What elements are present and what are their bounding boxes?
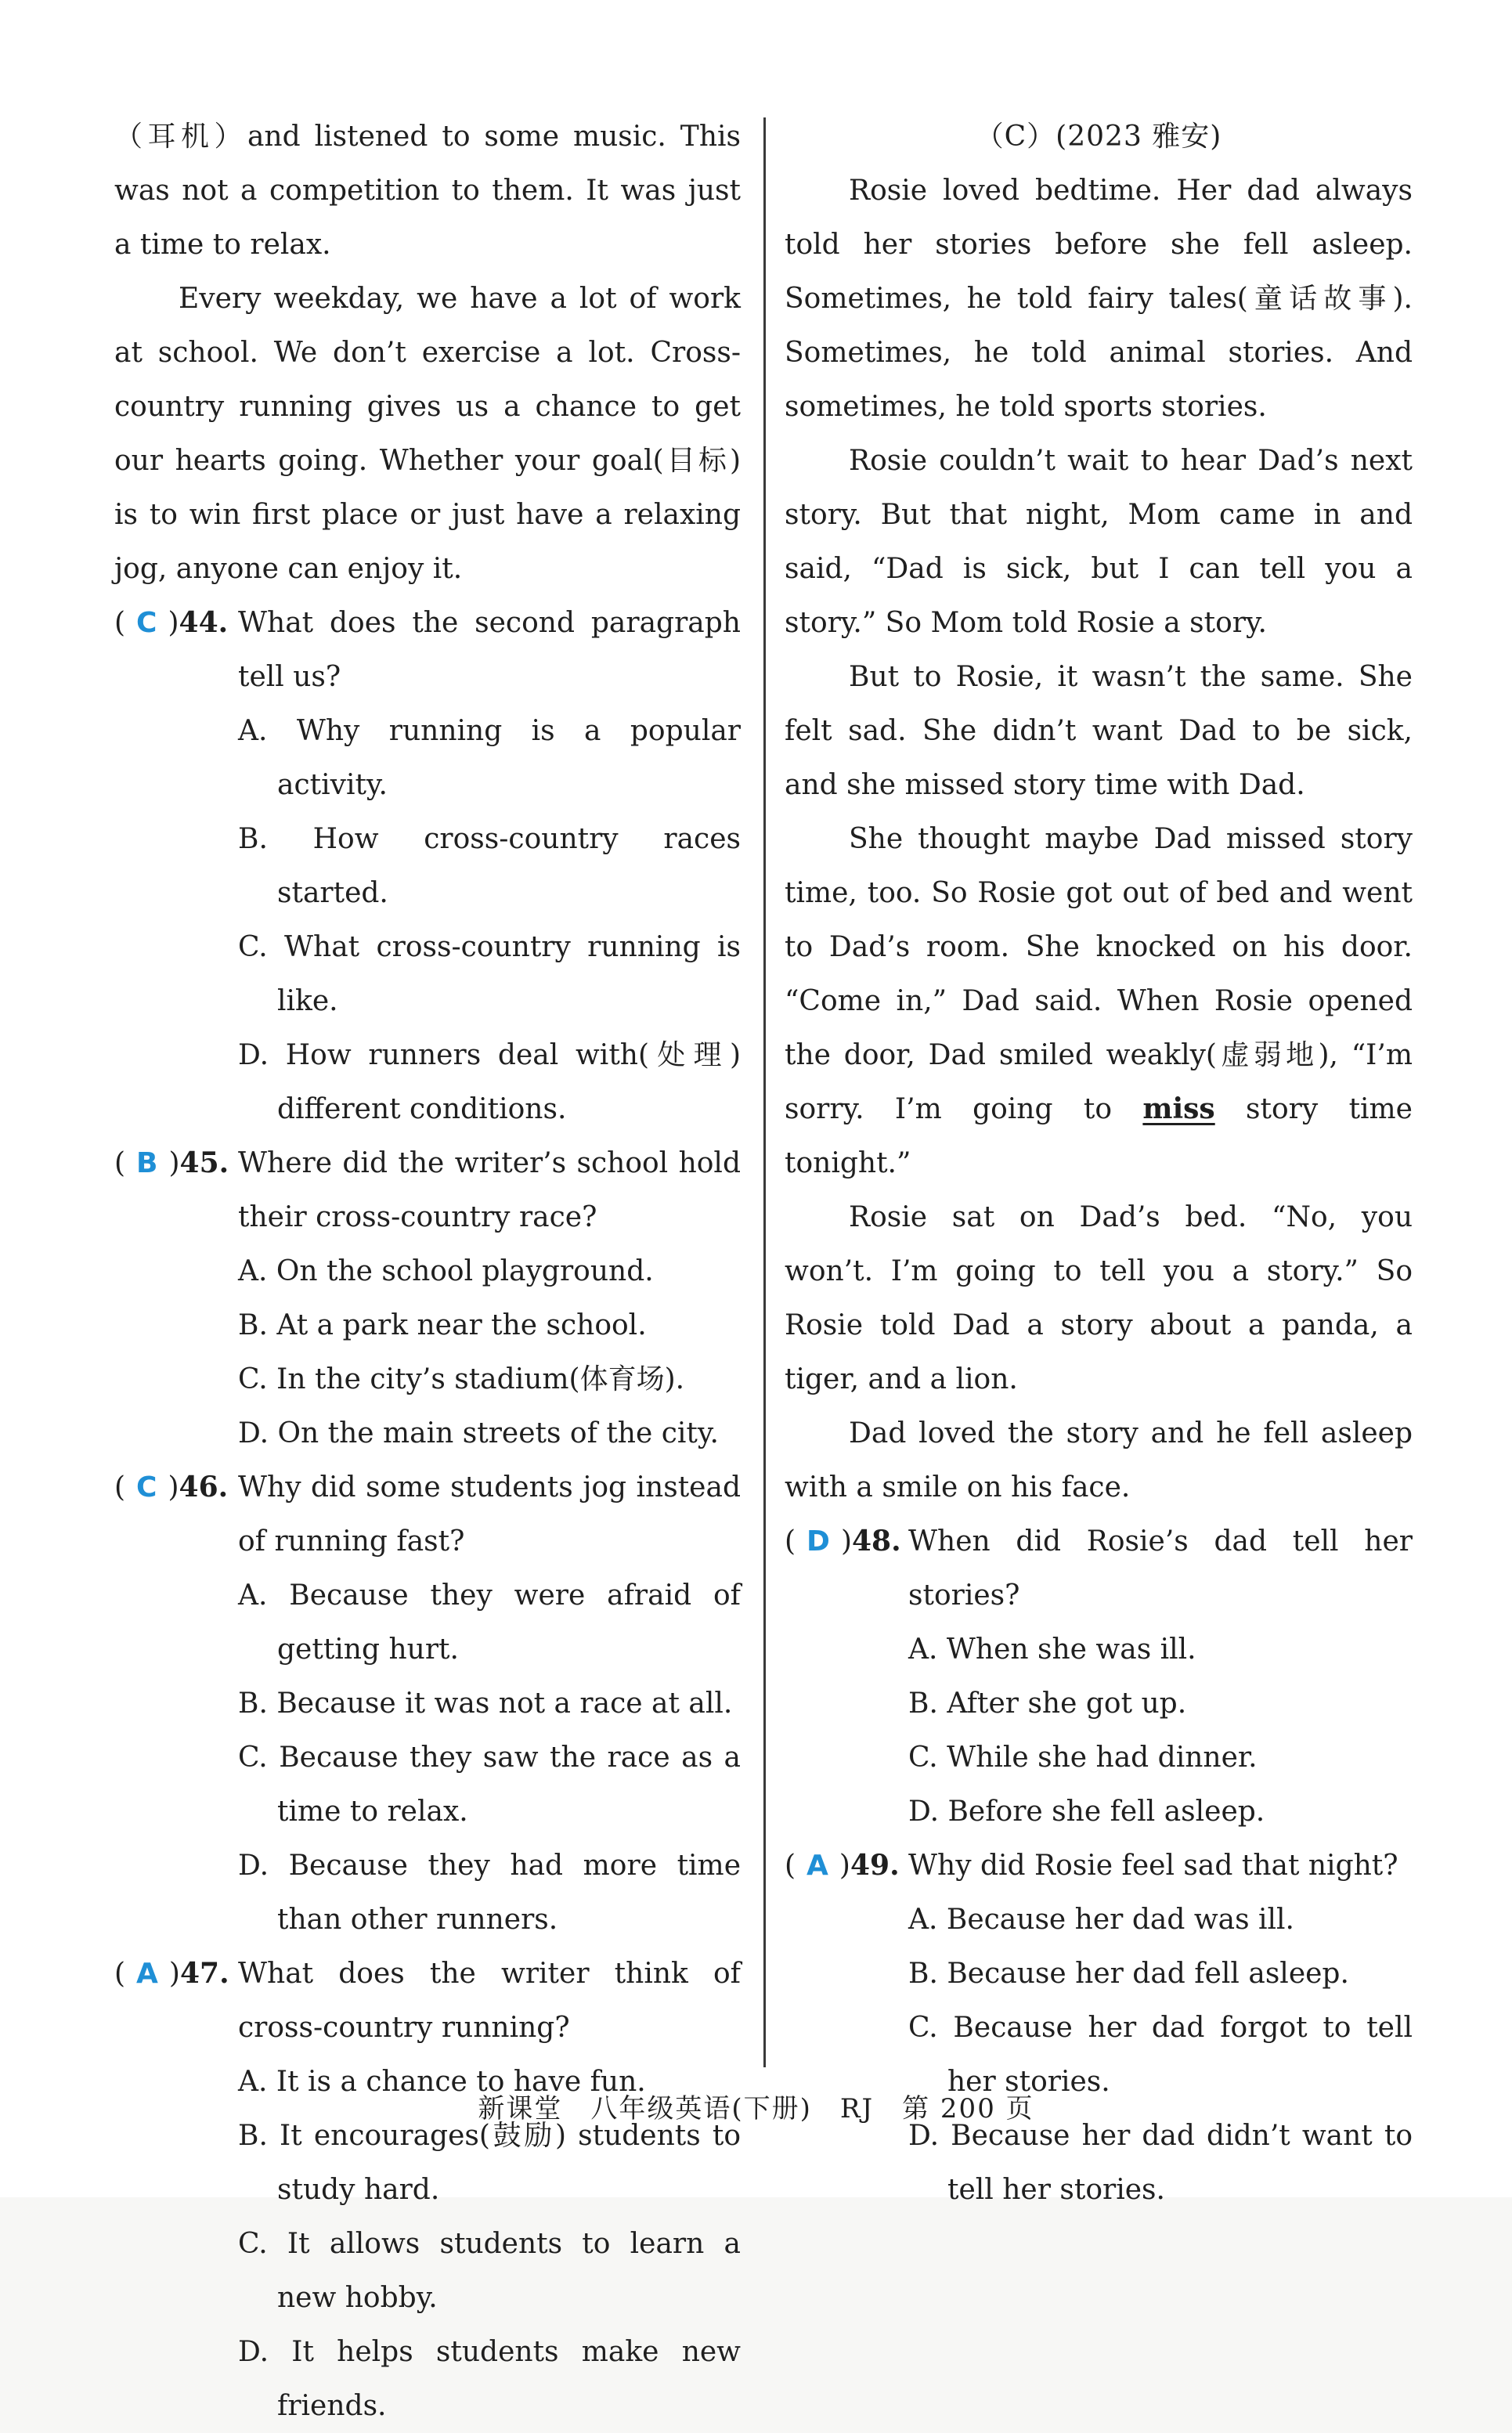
answer-letter: C (136, 1471, 157, 1503)
option: A. Why running is a popular activity. (238, 715, 741, 801)
paragraph: Rosie couldn’t wait to hear Dad’s next story. But that night, Mom came in and said, “Dad is sick, but I can tell you a story.” So Mom told Rosie a story. (785, 445, 1413, 639)
paragraph: Every weekday, we have a lot of work at school. We don’t exercise a lot. Cross-country running gives us a chance to get our hearts going. Whether your goal(目标) is to win first place or just have a relaxing jog, anyone can enjoy it. (114, 283, 741, 585)
option: C. Because her dad forgot to tell her stories. (908, 2012, 1413, 2098)
paragraph: Rosie sat on Dad’s bed. “No, you won’t. I’m going to tell you a story.” So Rosie told Dad a story about a panda, a tiger, and a lion. (785, 1201, 1413, 1395)
answer-letter: D (807, 1525, 830, 1558)
paragraph-text: She thought maybe Dad missed story time, too. So Rosie got out of bed and went to Dad’s room. She knocked on his door. “Come in,” Dad said. When Rosie opened the door, Dad smiled weakly(虚弱地), “I’m sorry. I’m going to (785, 823, 1413, 1125)
answer-letter: B (136, 1147, 158, 1179)
question-44 (114, 596, 741, 1136)
question-49 (785, 1839, 1413, 2217)
question-stem: Why did Rosie feel sad that night? (908, 1850, 1398, 1882)
option: A. On the school playground. (238, 1255, 654, 1287)
option: D. It helps students make new friends. (238, 2336, 741, 2422)
question-stem: Where did the writer’s school hold their cross-country race? (238, 1147, 741, 1233)
question-number: 44. (179, 606, 229, 639)
left-column (114, 110, 741, 2433)
option: C. Because they saw the race as a time to relax. (238, 1742, 741, 1828)
answer-bracket: ( D )48. (785, 1525, 901, 1558)
paragraph: Dad loved the story and he fell asleep with a smile on his face. (785, 1417, 1413, 1503)
question-47 (114, 1947, 741, 2433)
paragraph: But to Rosie, it wasn’t the same. She felt sad. She didn’t want Dad to be sick, and she missed story time with Dad. (785, 661, 1413, 801)
paragraph: （耳机）and listened to some music. This was not a competition to them. It was just a time to relax. (114, 121, 741, 261)
option: B. Because it was not a race at all. (238, 1688, 733, 1720)
question-stem: What does the second paragraph tell us? (238, 607, 741, 693)
answer-letter: A (136, 1958, 158, 1990)
answer-letter: C (136, 607, 157, 639)
column-divider (763, 117, 766, 2067)
option: B. After she got up. (908, 1688, 1187, 1720)
option: C. What cross-country running is like. (238, 931, 741, 1017)
answer-bracket: ( A )49. (785, 1849, 900, 1882)
option: D. Because her dad didn’t want to tell her stories. (908, 2120, 1413, 2206)
option: B. It encourages(鼓励) students to study hard. (238, 2120, 741, 2206)
paragraph-text: story time tonight.” (785, 1093, 1413, 1179)
option: A. Because they were afraid of getting hurt. (238, 1579, 741, 1666)
paragraph: Rosie loved bedtime. Her dad always told her stories before she fell asleep. Sometimes, he told fairy tales(童话故事). Sometimes, he told animal stories. And sometimes, he told sports stories. (785, 175, 1413, 423)
option: D. On the main streets of the city. (238, 1417, 719, 1449)
section-title: （C）(2023 雅安) (975, 121, 1222, 153)
question-stem: What does the writer think of cross-country running? (238, 1958, 741, 2044)
question-number: 45. (179, 1146, 229, 1179)
answer-bracket: ( B )45. (114, 1146, 229, 1179)
option: B. At a park near the school. (238, 1309, 647, 1341)
question-stem: When did Rosie’s dad tell her stories? (908, 1525, 1413, 1612)
question-number: 47. (179, 1957, 229, 1990)
answer-letter: A (807, 1850, 828, 1882)
answer-bracket: ( A )47. (114, 1957, 229, 1990)
question-stem: Why did some students jog instead of running fast? (238, 1471, 741, 1558)
question-number: 48. (851, 1525, 901, 1558)
option: D. How runners deal with(处理) different conditions. (238, 1039, 741, 1125)
option: C. It allows students to learn a new hobby. (238, 2228, 741, 2314)
question-number: 49. (850, 1849, 900, 1882)
option: B. Because her dad fell asleep. (908, 1958, 1349, 1990)
question-45 (114, 1136, 741, 1460)
option: D. Because they had more time than other runners. (238, 1850, 741, 1936)
answer-bracket: ( C )44. (114, 606, 229, 639)
option: A. Because her dad was ill. (908, 1904, 1294, 1936)
option: C. While she had dinner. (908, 1742, 1258, 1774)
question-48 (785, 1514, 1413, 1839)
option: D. Before she fell asleep. (908, 1796, 1265, 1828)
question-number: 46. (179, 1471, 229, 1503)
paragraph (785, 812, 1413, 1190)
underlined-word: miss (1142, 1092, 1215, 1125)
right-column (785, 110, 1413, 2217)
option: B. How cross-country races started. (238, 823, 741, 909)
option: A. It is a chance to have fun. (238, 2066, 646, 2098)
option: A. When she was ill. (908, 1633, 1196, 1666)
answer-bracket: ( C )46. (114, 1471, 229, 1503)
option: C. In the city’s stadium(体育场). (238, 1363, 685, 1395)
question-46 (114, 1460, 741, 1947)
page-footer: 新课堂 八年级英语(下册) RJ 第 200 页 (478, 2093, 1034, 2124)
